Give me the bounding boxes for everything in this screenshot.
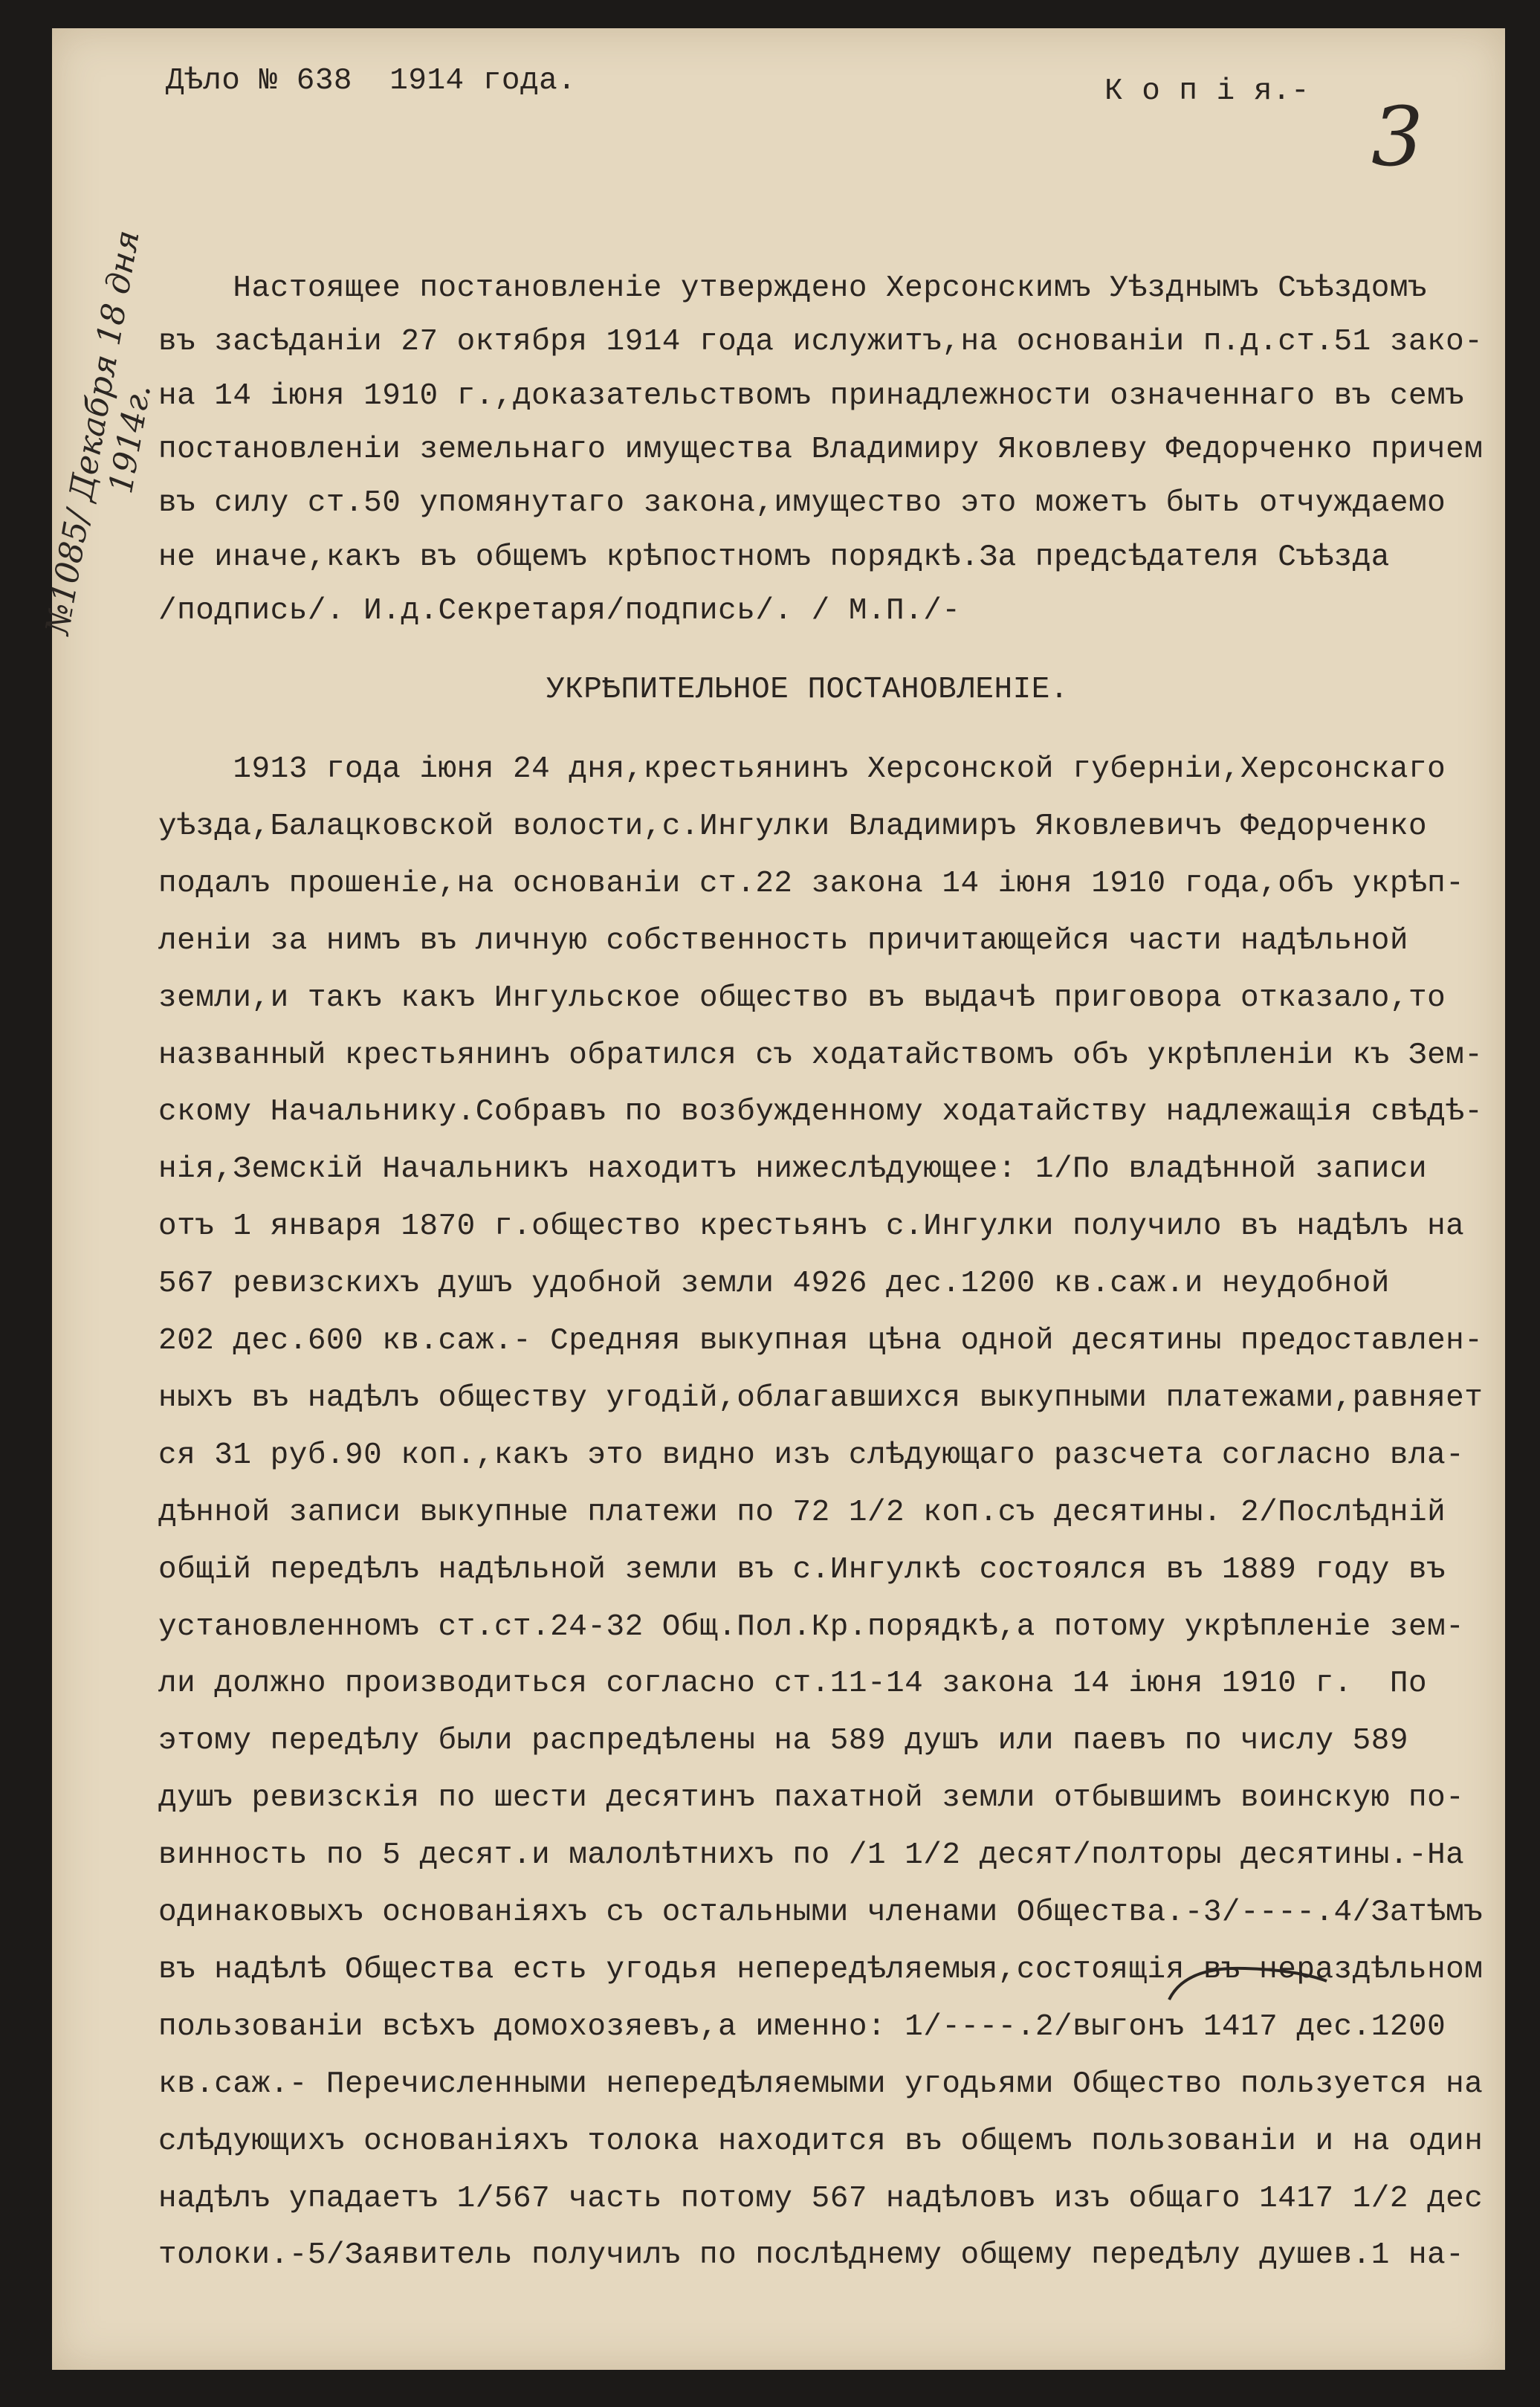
- margin-handwritten-note: №1085/ Декабря 18 дня 1914г.: [38, 227, 159, 638]
- text-line: слѣдующихъ основаніяхъ толока находится въ общемъ пользованіи и на один: [158, 2124, 1484, 2159]
- section-title: УКРѢПИТЕЛЬНОЕ ПОСТАНОВЛЕНІЕ.: [546, 673, 1069, 707]
- text-line: этому передѣлу были распредѣлены на 589 душъ или паевъ по числу 589: [158, 1724, 1408, 1759]
- text-line: уѣзда,Балацковской волости,с.Ингулки Владимиръ Яковлевичъ Федорченко: [158, 809, 1428, 844]
- text-line: отъ 1 января 1870 г.общество крестьянъ с.Ингулки получило въ надѣлъ на: [158, 1209, 1465, 1244]
- text-line: 202 дес.600 кв.саж.- Средняя выкупная цѣна одной десятины предоставлен-: [158, 1324, 1484, 1358]
- text-line: названный крестьянинъ обратился съ ходатайствомъ объ укрѣпленіи къ Зем-: [158, 1038, 1484, 1073]
- text-line: толоки.-5/Заявитель получилъ по послѣднему общему передѣлу душев.1 на-: [158, 2238, 1465, 2273]
- text-line: скому Начальнику.Собравъ по возбужденному ходатайству надлежащія свѣдѣ-: [158, 1095, 1484, 1130]
- text-line: леніи за нимъ въ личную собственность причитающейся части надѣльной: [158, 923, 1408, 958]
- text-line: надѣлъ упадаетъ 1/567 часть потому 567 надѣловъ изъ общаго 1417 1/2 дес: [158, 2181, 1484, 2216]
- text-line: ли должно производиться согласно ст.11-14 закона 14 іюня 1910 г. По: [158, 1667, 1428, 1702]
- text-line: земли,и такъ какъ Ингульское общество въ выдачѣ приговора отказало,то: [158, 980, 1446, 1015]
- text-line: въ засѣданіи 27 октября 1914 года ислужитъ,на основаніи п.д.ст.51 зако-: [158, 325, 1484, 360]
- text-line: установленномъ ст.ст.24-32 Общ.Пол.Кр.порядкѣ,а потому укрѣпленіе зем-: [158, 1609, 1465, 1644]
- text-line: не иначе,какъ въ общемъ крѣпостномъ порядкѣ.За предсѣдателя Съѣзда: [158, 540, 1390, 575]
- text-line: въ надѣлѣ Общества есть угодья непередѣляемыя,состоящія въ нераздѣльном: [158, 1952, 1484, 1987]
- text-line: нія,Земскій Начальникъ находитъ нижеслѣдующее: 1/По владѣнной записи: [158, 1152, 1428, 1187]
- case-number-header: Дѣло № 638 1914 года.: [166, 64, 577, 98]
- text-line: пользованіи всѣхъ домохозяевъ,а именно: 1/----.2/выгонъ 1417 дес.1200: [158, 2009, 1446, 2044]
- copy-label: К о п і я.-: [1104, 74, 1310, 109]
- text-line: въ силу ст.50 упомянутаго закона,имущество это можетъ быть отчуждаемо: [158, 486, 1446, 521]
- text-line: /подпись/. И.д.Секретаря/подпись/. / М.П./-: [158, 593, 961, 628]
- text-line: ныхъ въ надѣлъ обществу угодій,облагавшихся выкупными платежами,равняет: [158, 1380, 1484, 1415]
- text-line: 567 ревизскихъ душъ удобной земли 4926 дес.1200 кв.саж.и неудобной: [158, 1267, 1390, 1302]
- text-line: Настоящее постановленіе утверждено Херсонскимъ Уѣзднымъ Съѣздомъ: [158, 271, 1428, 306]
- text-line: постановленіи земельнаго имущества Владимиру Яковлеву Федорченко причем: [158, 432, 1484, 467]
- text-line: на 14 іюня 1910 г.,доказательствомъ принадлежности означеннаго въ семъ: [158, 378, 1465, 413]
- text-line: 1913 года іюня 24 дня,крестьянинъ Херсонской губерніи,Херсонскаго: [158, 752, 1446, 786]
- page-number-handwritten: 3: [1371, 89, 1423, 184]
- handwritten-underline-mark: [1163, 1962, 1334, 2007]
- text-line: винность по 5 десят.и малолѣтнихъ по /1 1/2 десят/полторы десятины.-На: [158, 1838, 1465, 1873]
- text-line: ся 31 руб.90 коп.,какъ это видно изъ слѣдующаго разсчета согласно вла-: [158, 1438, 1465, 1473]
- text-line: дѣнной записи выкупные платежи по 72 1/2 коп.съ десятины. 2/Послѣдній: [158, 1495, 1446, 1530]
- text-line: одинаковыхъ основаніяхъ съ остальными членами Общества.-3/----.4/Затѣмъ: [158, 1896, 1484, 1930]
- text-line: подалъ прошеніе,на основаніи ст.22 закона 14 іюня 1910 года,объ укрѣп-: [158, 866, 1465, 901]
- text-line: душъ ревизскія по шести десятинъ пахатной земли отбывшимъ воинскую по-: [158, 1781, 1465, 1816]
- text-line: кв.саж.- Перечисленными непередѣляемыми угодьями Общество пользуется на: [158, 2067, 1484, 2101]
- text-line: общій передѣлъ надѣльной земли въ с.Ингулкѣ состоялся въ 1889 году въ: [158, 1552, 1446, 1587]
